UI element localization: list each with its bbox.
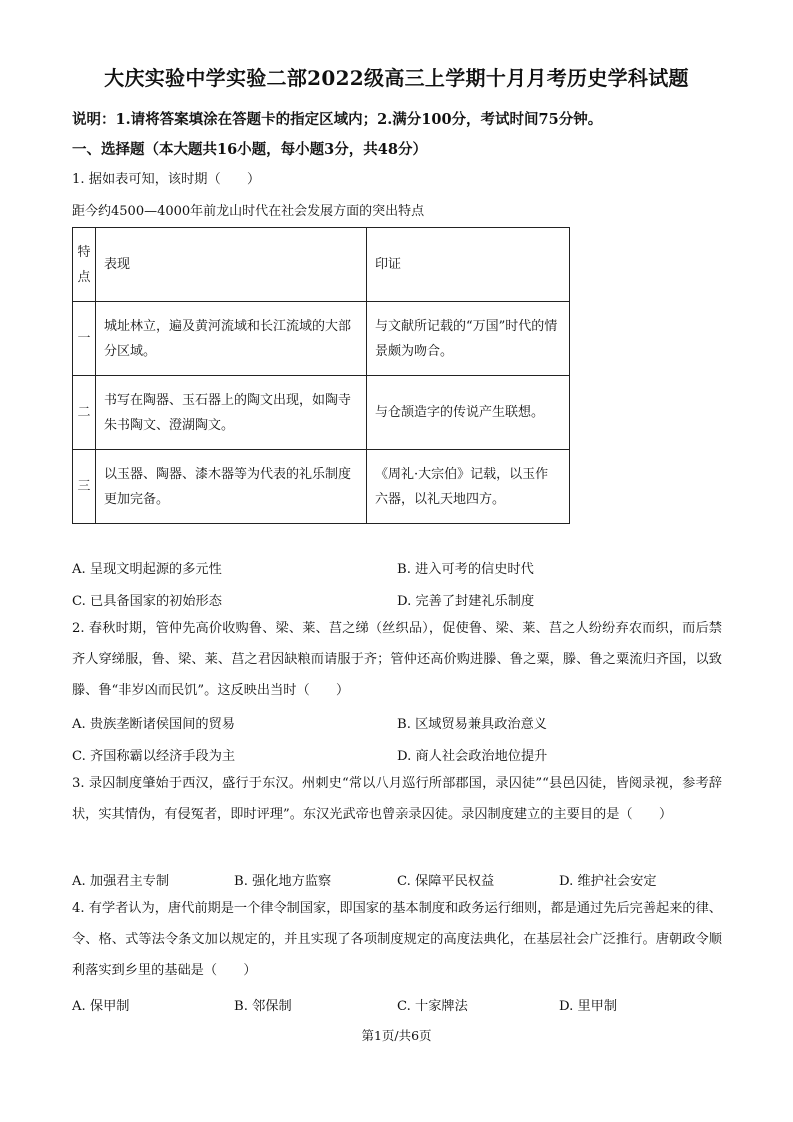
q2-option-a: A. 贵族垄断诸侯国间的贸易 bbox=[72, 717, 235, 732]
q3-option-b: B. 强化地方监察 bbox=[234, 874, 332, 889]
table-row bbox=[73, 376, 570, 450]
row-number: 二 bbox=[73, 376, 96, 450]
header-evidence: 印证 bbox=[367, 228, 570, 302]
question-3-stem: 3. 录囚制度肇始于西汉，盛行于东汉。州刺史“常以八月巡行所部郡国，录囚徒”“县邑囚徒，皆阅录视，参考辞状，实其情伪，有侵冤者，即时评理”。东汉光武帝也曾亲录囚徒。录囚制度建立的主要目的是（ ） bbox=[72, 776, 722, 822]
q3-option-a: A. 加强君主专制 bbox=[72, 874, 170, 889]
table-row bbox=[73, 450, 570, 524]
row-evidence: 与仓颉造字的传说产生联想。 bbox=[367, 376, 570, 450]
q1-option-d: D. 完善了封建礼乐制度 bbox=[397, 594, 535, 609]
section-heading: 一、选择题（本大题共16小题，每小题3分，共48分） bbox=[72, 141, 427, 158]
row-evidence: 与文献所记载的“万国”时代的情景颇为吻合。 bbox=[367, 302, 570, 376]
q2-option-b: B. 区域贸易兼具政治意义 bbox=[397, 717, 547, 732]
row-number: 三 bbox=[73, 450, 96, 524]
row-evidence: 《周礼·大宗伯》记载，以玉作六器，以礼天地四方。 bbox=[367, 450, 570, 524]
q1-option-c: C. 已具备国家的初始形态 bbox=[72, 594, 222, 609]
table-caption: 距今约4500—4000年前龙山时代在社会发展方面的突出特点 bbox=[72, 204, 425, 219]
page-footer: 第1页/共6页 bbox=[361, 1028, 432, 1043]
row-number: 一 bbox=[73, 302, 96, 376]
q4-option-c: C. 十家牌法 bbox=[397, 999, 468, 1014]
q1-option-a: A. 呈现文明起源的多元性 bbox=[72, 562, 222, 577]
question-2-stem: 2. 春秋时期，管仲先高价收购鲁、梁、莱、莒之绨（丝织品），促使鲁、梁、莱、莒之人纷纷弃农而织，而后禁齐人穿绨服，鲁、梁、莱、莒之君因缺粮而请服于齐；管仲还高价购进滕、鲁之粟，滕、鲁之粟流归齐国，以致滕、鲁“非岁凶而民饥”。这反映出当时（ ） bbox=[72, 621, 722, 698]
table-header-row bbox=[73, 228, 570, 302]
q2-option-d: D. 商人社会政治地位提升 bbox=[397, 749, 548, 764]
q4-option-a: A. 保甲制 bbox=[72, 999, 130, 1014]
row-manifestation: 书写在陶器、玉石器上的陶文出现，如陶寺朱书陶文、澄湖陶文。 bbox=[96, 376, 367, 450]
q2-option-c: C. 齐国称霸以经济手段为主 bbox=[72, 749, 236, 764]
q3-option-c: C. 保障平民权益 bbox=[397, 874, 495, 889]
q1-table bbox=[72, 227, 570, 524]
question-4-stem: 4. 有学者认为，唐代前期是一个律令制国家，即国家的基本制度和政务运行细则，都是通过先后完善起来的律、令、格、式等法令条文加以规定的，并且实现了各项制度规定的高度法典化，在基层社会广泛推行。唐朝政令顺利落实到乡里的基础是（ ） bbox=[72, 901, 722, 978]
row-manifestation: 以玉器、陶器、漆木器等为代表的礼乐制度更加完备。 bbox=[96, 450, 367, 524]
header-manifestation: 表现 bbox=[96, 228, 367, 302]
exam-instructions: 说明：1.请将答案填涂在答题卡的指定区域内；2.满分100分，考试时间75分钟。 bbox=[72, 111, 603, 128]
question-1-stem: 1. 据如表可知，该时期（ ） bbox=[72, 172, 261, 187]
q4-option-d: D. 里甲制 bbox=[559, 999, 618, 1014]
page-title: 大庆实验中学实验二部2022级高三上学期十月月考历史学科试题 bbox=[104, 66, 689, 90]
table-row bbox=[73, 302, 570, 376]
row-manifestation: 城址林立，遍及黄河流域和长江流域的大部分区域。 bbox=[96, 302, 367, 376]
header-feature: 特点 bbox=[73, 228, 96, 302]
q4-option-b: B. 邻保制 bbox=[234, 999, 292, 1014]
q3-option-d: D. 维护社会安定 bbox=[559, 874, 657, 889]
q1-option-b: B. 进入可考的信史时代 bbox=[397, 562, 534, 577]
